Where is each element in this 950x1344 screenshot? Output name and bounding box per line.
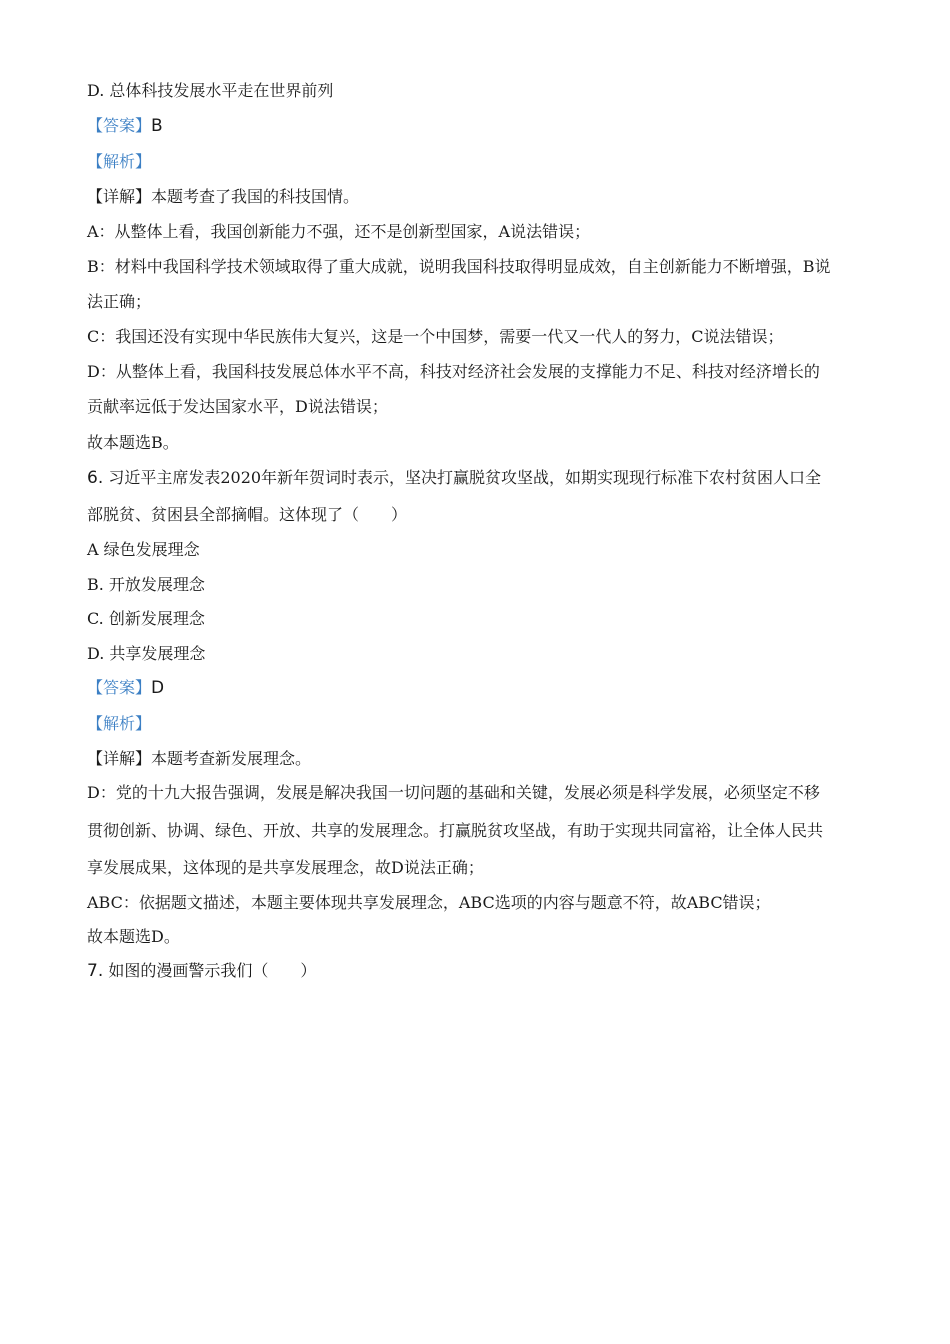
answer-value: D: [151, 678, 165, 698]
answer-tag: 【答案】: [87, 678, 152, 697]
q6-explain-abc: ABC：依据题文描述，本题主要体现共享发展理念，ABC选项的内容与题意不符，故ABC错误；: [87, 893, 771, 912]
q6-stem-text: 习近平主席发表2020年新年贺词时表示，坚决打赢脱贫攻坚战，如期实现现行标准下农村贫困人口全: [108, 468, 822, 487]
q6-stem-line2: 部脱贫、贫困县全部摘帽。这体现了（ ）: [87, 505, 408, 524]
q7-stem-text: 如图的漫画警示我们（ ）: [108, 961, 317, 980]
q5-option-d: D. 总体科技发展水平走在世界前列: [87, 81, 334, 100]
q6-conclusion: 故本题选D。: [87, 927, 180, 946]
q5-explain-a: A：从整体上看，我国创新能力不强，还不是创新型国家，A说法错误；: [87, 222, 591, 241]
answer-value: B: [151, 116, 163, 136]
q5-answer: [87, 115, 867, 137]
q5-analysis-tag: 【解析】: [87, 152, 152, 171]
q6-answer: [87, 677, 867, 699]
q5-explain-c: C：我国还没有实现中华民族伟大复兴，这是一个中国梦，需要一代又一代人的努力，C说法错误；: [87, 327, 784, 346]
q6-option-a: A 绿色发展理念: [87, 540, 200, 559]
q6-stem-line1: [87, 467, 867, 489]
q5-explain-b-line2: 法正确；: [87, 292, 152, 311]
q6-explain-d-line1: D：党的十九大报告强调，发展是解决我国一切问题的基础和关键，发展必须是科学发展，必须坚定不移: [87, 783, 820, 802]
q7-stem: [87, 960, 867, 982]
q6-option-b: B. 开放发展理念: [87, 575, 205, 594]
q6-explain-d-line2: 贯彻创新、协调、绿色、开放、共享的发展理念。打赢脱贫攻坚战，有助于实现共同富裕，让全体人民共: [87, 821, 824, 840]
q5-explain-d-line1: D：从整体上看，我国科技发展总体水平不高，科技对经济社会发展的支撑能力不足、科技对经济增长的: [87, 362, 820, 381]
q6-option-c: C. 创新发展理念: [87, 609, 205, 628]
q5-explain-b-line1: B：材料中我国科学技术领域取得了重大成就，说明我国科技取得明显成效，自主创新能力不断增强，B说: [87, 257, 831, 276]
q6-explain-d-line3: 享发展成果，这体现的是共享发展理念，故D说法正确；: [87, 858, 484, 877]
q5-explain-d-line2: 贡献率远低于发达国家水平，D说法错误；: [87, 397, 388, 416]
q7-number: 7.: [87, 961, 104, 981]
q6-analysis-tag: 【解析】: [87, 714, 152, 733]
answer-tag: 【答案】: [87, 116, 152, 135]
q5-detail: 【详解】本题考查了我国的科技国情。: [87, 187, 360, 206]
q6-detail: 【详解】本题考查新发展理念。: [87, 749, 312, 768]
q6-number: 6.: [87, 468, 104, 488]
q5-conclusion: 故本题选B。: [87, 433, 179, 452]
q6-option-d: D. 共享发展理念: [87, 644, 206, 663]
